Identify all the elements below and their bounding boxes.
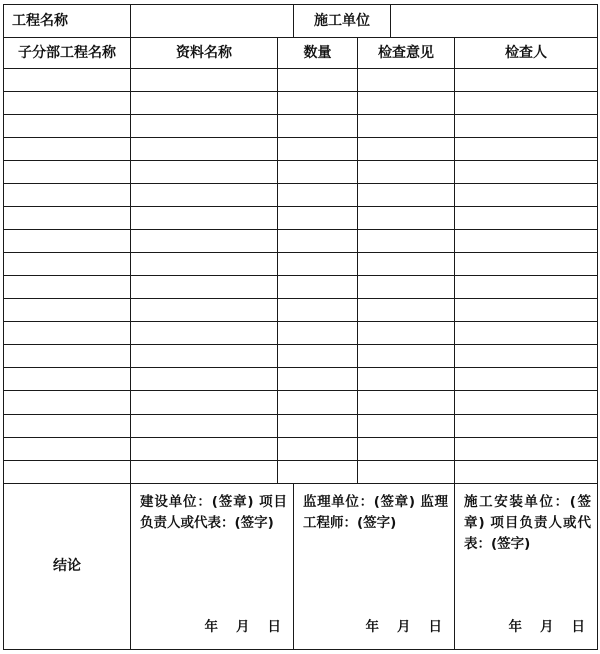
signature-block-supervisor[interactable]: [294, 483, 455, 649]
cell-subdivision[interactable]: [4, 276, 131, 299]
table-row: [4, 414, 598, 437]
column-header-row: [4, 37, 598, 68]
cell-document-name[interactable]: [131, 299, 278, 322]
cell-inspection-opinion[interactable]: [358, 91, 455, 114]
cell-subdivision[interactable]: [4, 345, 131, 368]
cell-document-name[interactable]: [131, 437, 278, 460]
cell-subdivision[interactable]: [4, 206, 131, 229]
signature-supervisor-text: 监理单位：(签章) 监理工程师：(签字): [303, 493, 448, 531]
cell-inspector[interactable]: [455, 206, 598, 229]
cell-inspection-opinion[interactable]: [358, 253, 455, 276]
cell-quantity[interactable]: [278, 253, 358, 276]
cell-inspection-opinion[interactable]: [358, 437, 455, 460]
cell-document-name[interactable]: [131, 160, 278, 183]
cell-inspector[interactable]: [455, 230, 598, 253]
table-row: [4, 299, 598, 322]
cell-inspection-opinion[interactable]: [358, 68, 455, 91]
cell-document-name[interactable]: [131, 137, 278, 160]
cell-inspection-opinion[interactable]: [358, 114, 455, 137]
cell-inspector[interactable]: [455, 368, 598, 391]
cell-inspector[interactable]: [455, 437, 598, 460]
signature-block-owner[interactable]: [131, 483, 294, 649]
date-year-label: 年: [508, 619, 523, 636]
signature-installer-text: 施工安装单位：(签章) 项目负责人或代表：(签字): [464, 493, 592, 552]
cell-subdivision[interactable]: [4, 160, 131, 183]
table-row: [4, 230, 598, 253]
cell-subdivision[interactable]: [4, 460, 131, 483]
cell-quantity[interactable]: [278, 345, 358, 368]
contractor-field[interactable]: [391, 5, 598, 38]
project-info-row: [4, 5, 598, 38]
cell-inspection-opinion[interactable]: [358, 322, 455, 345]
table-row: [4, 437, 598, 460]
cell-inspector[interactable]: [455, 322, 598, 345]
cell-subdivision[interactable]: [4, 414, 131, 437]
cell-inspection-opinion[interactable]: [358, 230, 455, 253]
date-day-label: 日: [267, 619, 281, 636]
cell-quantity[interactable]: [278, 137, 358, 160]
table-row: [4, 345, 598, 368]
cell-subdivision[interactable]: [4, 368, 131, 391]
cell-document-name[interactable]: [131, 91, 278, 114]
cell-document-name[interactable]: [131, 345, 278, 368]
signature-owner-text: 建设单位：(签章) 项目负责人或代表：(签字): [140, 493, 287, 531]
table-row: [4, 68, 598, 91]
table-row: [4, 160, 598, 183]
cell-subdivision[interactable]: [4, 437, 131, 460]
date-day-label: 日: [571, 619, 586, 636]
conclusion-label: 结论: [4, 483, 131, 649]
cell-subdivision[interactable]: [4, 322, 131, 345]
cell-quantity[interactable]: [278, 437, 358, 460]
cell-inspection-opinion[interactable]: [358, 391, 455, 414]
cell-inspector[interactable]: [455, 345, 598, 368]
cell-inspector[interactable]: [455, 160, 598, 183]
cell-quantity[interactable]: [278, 414, 358, 437]
date-year-label: 年: [204, 619, 218, 636]
cell-inspector[interactable]: [455, 276, 598, 299]
table-row: [4, 460, 598, 483]
table-row: [4, 368, 598, 391]
cell-inspection-opinion[interactable]: [358, 299, 455, 322]
contractor-label: 施工单位: [294, 5, 391, 38]
cell-document-name[interactable]: [131, 68, 278, 91]
table-row: [4, 276, 598, 299]
cell-document-name[interactable]: [131, 230, 278, 253]
cell-quantity[interactable]: [278, 368, 358, 391]
cell-inspector[interactable]: [455, 137, 598, 160]
project-name-field[interactable]: [131, 5, 294, 38]
cell-inspection-opinion[interactable]: [358, 160, 455, 183]
inspection-form-table: [3, 4, 598, 650]
project-name-label: 工程名称: [4, 5, 131, 38]
cell-inspector[interactable]: [455, 299, 598, 322]
cell-quantity[interactable]: [278, 391, 358, 414]
cell-document-name[interactable]: [131, 206, 278, 229]
date-month-label: 月: [540, 619, 554, 636]
cell-inspection-opinion[interactable]: [358, 276, 455, 299]
cell-subdivision[interactable]: [4, 253, 131, 276]
cell-document-name[interactable]: [131, 114, 278, 137]
cell-inspection-opinion[interactable]: [358, 137, 455, 160]
conclusion-row: [4, 483, 598, 649]
cell-inspector[interactable]: [455, 91, 598, 114]
cell-document-name[interactable]: [131, 253, 278, 276]
cell-inspection-opinion[interactable]: [358, 460, 455, 483]
cell-subdivision[interactable]: [4, 137, 131, 160]
cell-inspector[interactable]: [455, 253, 598, 276]
cell-quantity[interactable]: [278, 160, 358, 183]
table-row: [4, 322, 598, 345]
signature-installer-date: [509, 621, 586, 635]
cell-document-name[interactable]: [131, 276, 278, 299]
cell-quantity[interactable]: [278, 230, 358, 253]
date-month-label: 月: [236, 619, 250, 636]
cell-subdivision[interactable]: [4, 183, 131, 206]
cell-quantity[interactable]: [278, 206, 358, 229]
date-year-label: 年: [365, 619, 379, 636]
cell-quantity[interactable]: [278, 91, 358, 114]
blank-rows-body: [4, 68, 598, 483]
cell-subdivision[interactable]: [4, 114, 131, 137]
table-row: [4, 183, 598, 206]
cell-inspection-opinion[interactable]: [358, 206, 455, 229]
cell-document-name[interactable]: [131, 460, 278, 483]
cell-quantity[interactable]: [278, 460, 358, 483]
table-row: [4, 114, 598, 137]
column-header-inspection-opinion: 检查意见: [358, 37, 455, 68]
cell-inspection-opinion[interactable]: [358, 368, 455, 391]
table-row: [4, 137, 598, 160]
signature-supervisor-date: [366, 621, 443, 635]
cell-document-name[interactable]: [131, 414, 278, 437]
cell-subdivision[interactable]: [4, 299, 131, 322]
cell-inspection-opinion[interactable]: [358, 183, 455, 206]
cell-inspector[interactable]: [455, 391, 598, 414]
cell-quantity[interactable]: [278, 276, 358, 299]
column-header-quantity: 数量: [278, 37, 358, 68]
signature-block-installer[interactable]: [455, 483, 598, 649]
cell-quantity[interactable]: [278, 183, 358, 206]
table-row: [4, 91, 598, 114]
table-row: [4, 206, 598, 229]
cell-inspection-opinion[interactable]: [358, 414, 455, 437]
cell-quantity[interactable]: [278, 322, 358, 345]
cell-document-name[interactable]: [131, 322, 278, 345]
date-day-label: 日: [428, 619, 442, 636]
cell-document-name[interactable]: [131, 391, 278, 414]
column-header-inspector: 检查人: [455, 37, 598, 68]
cell-quantity[interactable]: [278, 68, 358, 91]
cell-inspection-opinion[interactable]: [358, 345, 455, 368]
cell-inspector[interactable]: [455, 183, 598, 206]
cell-inspector[interactable]: [455, 114, 598, 137]
cell-quantity[interactable]: [278, 299, 358, 322]
cell-document-name[interactable]: [131, 368, 278, 391]
table-row: [4, 391, 598, 414]
cell-subdivision[interactable]: [4, 68, 131, 91]
cell-subdivision[interactable]: [4, 391, 131, 414]
column-header-subdivision: 子分部工程名称: [4, 37, 131, 68]
table-row: [4, 253, 598, 276]
cell-quantity[interactable]: [278, 114, 358, 137]
signature-owner-date: [205, 621, 282, 635]
cell-inspector[interactable]: [455, 414, 598, 437]
cell-subdivision[interactable]: [4, 91, 131, 114]
column-header-document-name: 资料名称: [131, 37, 278, 68]
cell-subdivision[interactable]: [4, 230, 131, 253]
cell-document-name[interactable]: [131, 183, 278, 206]
cell-inspector[interactable]: [455, 68, 598, 91]
cell-inspector[interactable]: [455, 460, 598, 483]
date-month-label: 月: [397, 619, 411, 636]
